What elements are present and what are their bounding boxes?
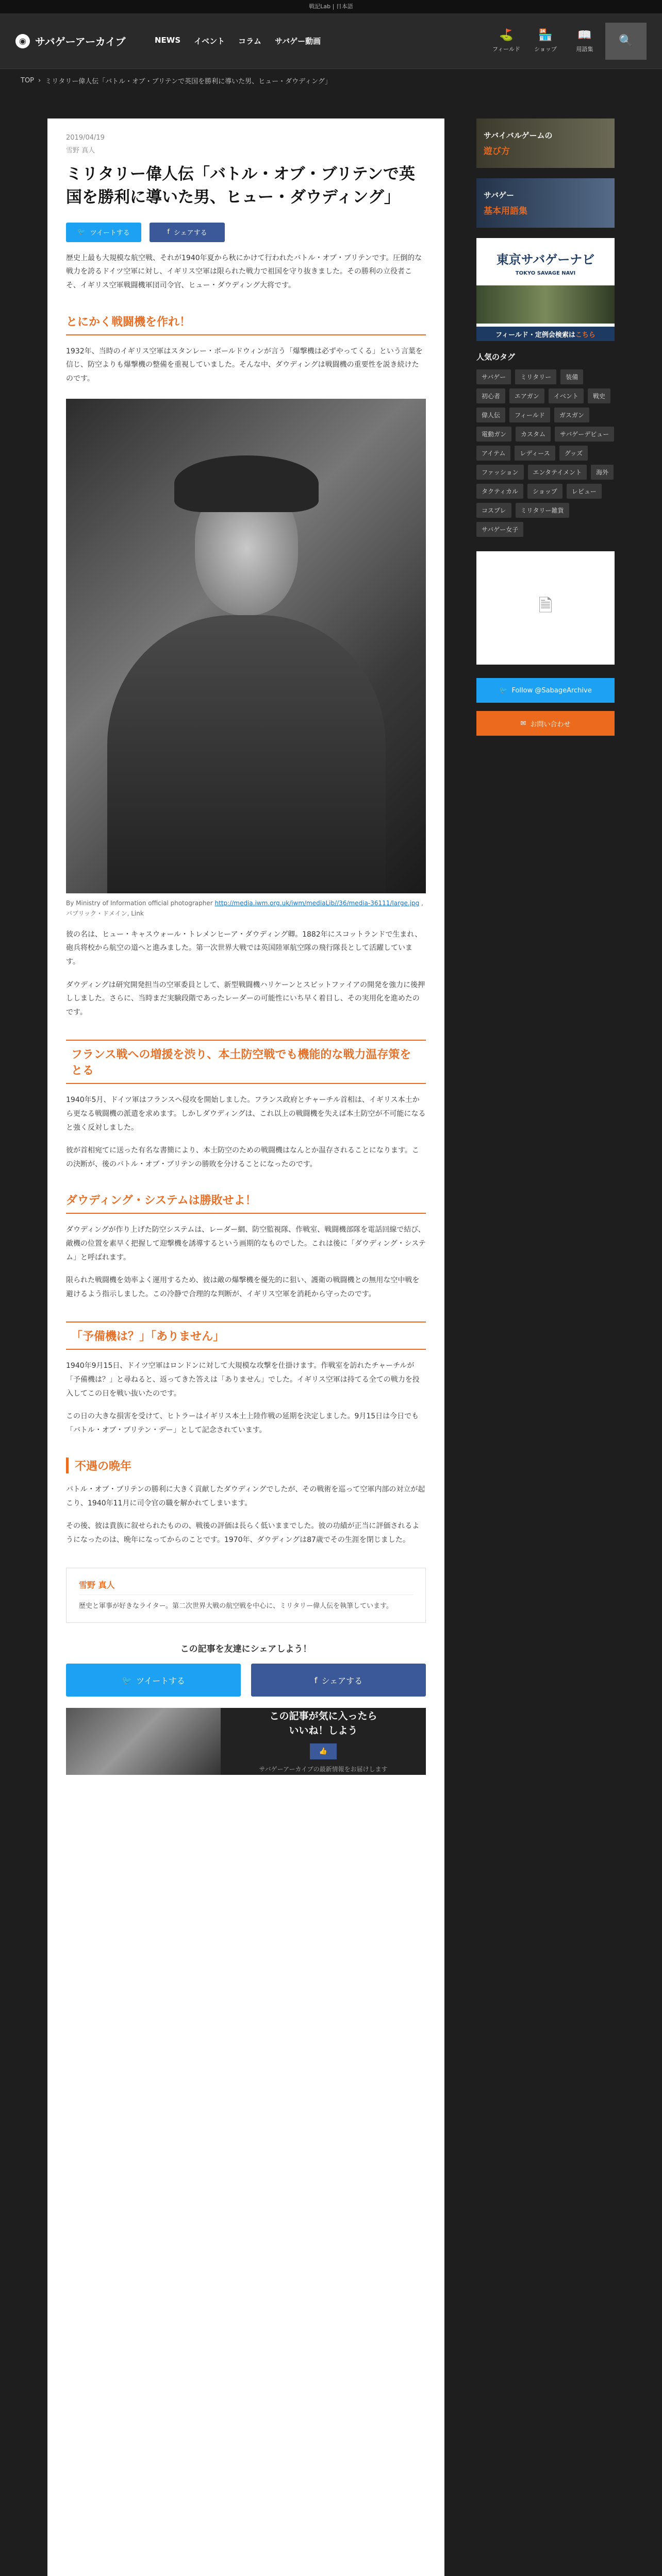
popular-tag[interactable]: エアガン [509, 388, 544, 403]
contact-button[interactable] [476, 711, 615, 736]
photo-caption [66, 899, 426, 918]
search-icon: 🔍 [619, 35, 633, 47]
paragraph-1: 1932年、当時のイギリス空軍はスタンレー・ボールドウィンが言う「爆撃機は必ずやってくる」という言葉を信じ、防空よりも爆撃機の整備を重視していました。そんな中、ダウディングは戦闘機の重要性を説き続けたのです。 [66, 347, 423, 383]
banner3-bar [476, 327, 615, 341]
twitter-icon: 🐦 [77, 228, 86, 236]
photo-caption-tail: , パブリック・ドメイン, Link [66, 900, 423, 917]
paragraph-7: 限られた戦闘機を効率よく運用するため、彼は敵の爆撃機を優先的に狙い、護衛の戦闘機との無用な空中戦を避けるよう指示しました。この冷静で合理的な判断が、イギリス空軍を消耗から守ったのです。 [66, 1276, 420, 1298]
site-logo[interactable] [15, 33, 155, 48]
logo-text: サバゲーアーカイブ [35, 36, 126, 48]
shop-icon: 🏪 [538, 29, 553, 42]
popular-tag[interactable]: カスタム [516, 427, 551, 442]
nav-news[interactable]: NEWS [155, 36, 181, 45]
author-box-bio: 歴史と軍事が好きなライター。第二次世界大戦の航空戦を中心に、ミリタリー偉人伝を執筆しています。 [79, 1602, 393, 1610]
popular-tag[interactable]: ミリタリー雑貨 [516, 503, 569, 518]
header-glossary-label: 用語集 [576, 46, 593, 53]
like-box [66, 1708, 426, 1775]
banner2-title: サバゲー [484, 191, 515, 200]
banner3-bar-accent: こちら [575, 331, 595, 339]
banner1-title: サバイバルゲームの [484, 131, 553, 140]
header-shop-label: ショップ [534, 46, 557, 53]
facebook-share-button[interactable] [150, 223, 225, 242]
popular-tag[interactable]: ショップ [527, 484, 562, 499]
facebook-big-label: シェアする [321, 1675, 363, 1686]
section-heading-3: ダウディング・システムは勝敗せよ！ [66, 1192, 426, 1214]
share-row-bottom [66, 1664, 426, 1697]
popular-tag[interactable]: 初心者 [476, 388, 505, 403]
header-shop-link[interactable] [527, 23, 564, 60]
twitter-icon: 🐦 [122, 1675, 133, 1685]
popular-tag[interactable]: イベント [549, 388, 584, 403]
twitter-share-big-button[interactable] [66, 1664, 241, 1697]
popular-tag[interactable]: レディース [515, 446, 555, 461]
topbar-text: 戦記Lab | 日本語 [309, 3, 353, 10]
paragraph-4: 1940年5月、ドイツ軍はフランスへ侵攻を開始しました。フランス政府とチャーチル首相は、イギリス本土から更なる戦闘機の派遣を求めます。しかしダウディングは、これ以上の戦闘機を失えば本土防空が不可能になると強く反対しました。 [66, 1096, 426, 1132]
paragraph-5: 彼が首相宛てに送った有名な書簡により、本土防空のための戦闘機はなんとか温存されることになります。この決断が、後のバトル・オブ・ブリテンの勝敗を分けることになったのです。 [66, 1146, 419, 1168]
banner2-sub: 基本用語集 [484, 206, 527, 216]
banner3-bar-text: フィールド・定例会検索は [495, 331, 575, 339]
nav-column[interactable]: コラム [238, 37, 262, 46]
banner1-sub: 遊び方 [484, 146, 510, 157]
like-box-thumbnail [66, 1708, 221, 1775]
paragraph-9: この日の大きな損害を受けて、ヒトラーはイギリス本土上陸作戦の延期を決定しました。9月15日は今日でも「バトル・オブ・ブリテン・デー」として記念されています。 [66, 1412, 419, 1434]
paragraph-8: 1940年9月15日、ドイツ空軍はロンドンに対して大規模な攻撃を仕掛けます。作戦室を訪れたチャーチルが「予備機は？」と尋ねると、返ってきた答えは「ありません」でした。イギリス空軍は持てる全ての戦力を投入してこの日を戦い抜いたのです。 [66, 1362, 420, 1398]
book-icon: 📖 [577, 29, 592, 42]
popular-tag[interactable]: ミリタリー [515, 369, 556, 384]
popular-tag[interactable]: レビュー [567, 484, 602, 499]
breadcrumb [0, 69, 662, 92]
contact-label: お問い合わせ [530, 720, 571, 728]
share-heading: この記事を友達にシェアしよう！ [180, 1644, 312, 1655]
popular-tag[interactable]: フィールド [509, 408, 550, 422]
header-field-link[interactable] [488, 23, 525, 60]
follow-twitter-button[interactable] [476, 678, 615, 703]
section-heading-5: 不遇の晩年 [66, 1458, 426, 1473]
section-heading-1: とにかく戦闘機を作れ！ [66, 313, 426, 335]
paragraph-11: その後、彼は貴族に叙せられたものの、戦後の評価は長らく低いままでした。彼の功績が正当に評価されるようになったのは、晩年になってからのことです。1970年、ダウディングは87歳でその生涯を閉じました。 [66, 1522, 420, 1545]
follow-label: Follow @SabageArchive [511, 686, 592, 694]
banner3-sub: TOKYO SAVAGE NAVI [515, 270, 576, 276]
like-message: この記事が気に入ったら いいね！しよう [269, 1710, 377, 1737]
twitter-share-button[interactable] [66, 223, 141, 242]
logo-mark-icon: ◉ [15, 34, 30, 48]
author-box [66, 1568, 426, 1623]
breadcrumb-current: ミリタリー偉人伝「バトル・オブ・ブリテンで英国を勝利に導いた男、ヒュー・ダウディング」 [45, 77, 332, 86]
article-title: ミリタリー偉人伝「バトル・オブ・ブリテンで英国を勝利に導いた男、ヒュー・ダウディング」 [66, 165, 416, 207]
nav-video[interactable]: サバゲー動画 [275, 37, 321, 46]
photo-caption-text: By Ministry of Information official photographer [66, 900, 213, 907]
popular-tag[interactable]: アイテム [476, 446, 510, 461]
popular-tag[interactable]: 戦史 [588, 388, 610, 403]
author-box-name[interactable]: 雪野 真人 [79, 1579, 413, 1595]
popular-tags-heading: 人気のタグ [476, 352, 516, 362]
popular-tags [476, 369, 615, 537]
paragraph-2: 彼の名は、ヒュー・キャスウォール・トレメンヒーア・ダウディング卿。1882年にスコットランドで生まれ、砲兵将校から航空の道へと進みました。第一次世界大戦では英国陸軍航空隊の飛行隊長として活躍しています。 [66, 930, 422, 966]
header-glossary-link[interactable] [566, 23, 603, 60]
popular-tag[interactable]: グッズ [559, 446, 588, 461]
sidebar [476, 118, 615, 736]
twitter-icon: 🐦 [499, 686, 508, 694]
article-date: 2019/04/19 [66, 134, 105, 142]
dowding-portrait-image [66, 399, 426, 893]
twitter-share-label: ツイートする [90, 229, 130, 238]
portrait-cap-shape [174, 455, 319, 512]
global-nav [155, 36, 321, 46]
popular-tag[interactable]: サバゲー女子 [476, 522, 523, 537]
section-heading-4: 「予備機は？」「ありません」 [66, 1321, 426, 1350]
like-sub: サバゲーアーカイブの最新情報をお届けします [259, 1766, 388, 1773]
popular-tag[interactable]: 海外 [591, 465, 614, 480]
header-search-button[interactable] [605, 23, 647, 60]
facebook-icon: f [314, 1675, 318, 1685]
popular-tag[interactable]: サバゲーデビュー [555, 427, 614, 442]
banner-tokyo-navi[interactable] [476, 238, 615, 341]
twitter-big-label: ツイートする [136, 1675, 185, 1686]
article [47, 118, 444, 2576]
header-field-label: フィールド [492, 46, 520, 53]
photo-caption-link[interactable]: http://media.iwm.org.uk/iwm/mediaLib//36/media-36111/large.jpg [214, 900, 420, 907]
header-icons [488, 23, 647, 60]
paragraph-3: ダウディングは研究開発担当の空軍委員として、新型戦闘機ハリケーンとスピットファイアの開発を強力に後押ししました。さらに、当時まだ実験段階であったレーダーの可能性にいち早く着目し、その実用化を進めたのです。 [66, 980, 425, 1016]
nav-event[interactable]: イベント [194, 37, 225, 46]
banner3-title: 東京サバゲーナビ [496, 252, 595, 267]
popular-tag[interactable]: 装備 [560, 369, 583, 384]
banner-how-to-play[interactable] [476, 118, 615, 168]
popular-tag[interactable]: ファッション [476, 465, 524, 480]
article-author[interactable]: 雪野 真人 [66, 147, 95, 155]
paragraph-6: ダウディングが作り上げた防空システムは、レーダー網、防空監視隊、作戦室、戦闘機部隊を電話回線で結び、敵機の位置を素早く把握して迎撃機を誘導するという画期的なものでした。これは後に「ダウディング・システム」と呼ばれます。 [66, 1226, 426, 1262]
paragraph-10: バトル・オブ・ブリテンの勝利に大きく貢献したダウディングでしたが、その戦術を巡って空軍内部の対立が起こり、1940年11月に司令官の職を解かれてしまいます。 [66, 1485, 425, 1507]
breadcrumb-separator: › [38, 76, 41, 84]
section-heading-2: フランス戦への増援を渋り、本土防空戦でも機能的な戦力温存策をとる [66, 1040, 426, 1084]
document-icon: 🗎 [538, 595, 553, 616]
share-row-top [66, 223, 426, 242]
article-intro: 歴史上最も大規模な航空戦、それが1940年夏から秋にかけて行われたバトル・オブ・ブリテンです。圧倒的な戦力を誇るドイツ空軍に対し、イギリス空軍は限られた戦力で祖国を守り抜きました。その勝利の立役者こそ、イギリス空軍戦闘機軍団司令官、ヒュー・ダウディング大将です。 [66, 253, 422, 290]
mail-icon: ✉ [520, 719, 526, 727]
facebook-icon: f [167, 228, 170, 236]
banner3-image [476, 285, 615, 324]
top-announcement-bar [0, 0, 662, 13]
popular-tag[interactable]: サバゲー [476, 369, 511, 384]
ad-placeholder [476, 551, 615, 665]
field-icon: ⛳ [499, 29, 514, 42]
popular-tag[interactable]: ガスガン [554, 408, 589, 422]
popular-tag[interactable]: コスプレ [476, 503, 511, 518]
facebook-share-label: シェアする [173, 229, 207, 238]
popular-tag[interactable]: 偉人伝 [476, 408, 505, 422]
portrait-body-shape [107, 615, 386, 893]
like-box-message-area [221, 1708, 426, 1775]
site-header [0, 13, 662, 69]
popular-tag[interactable]: エンタテイメント [528, 465, 587, 480]
breadcrumb-top[interactable]: TOP [21, 76, 35, 84]
like-button[interactable]: 👍 [310, 1743, 337, 1760]
popular-tag[interactable]: 電動ガン [476, 427, 511, 442]
facebook-share-big-button[interactable] [251, 1664, 426, 1697]
popular-tag[interactable]: タクティカル [476, 484, 523, 499]
banner-glossary[interactable] [476, 178, 615, 228]
